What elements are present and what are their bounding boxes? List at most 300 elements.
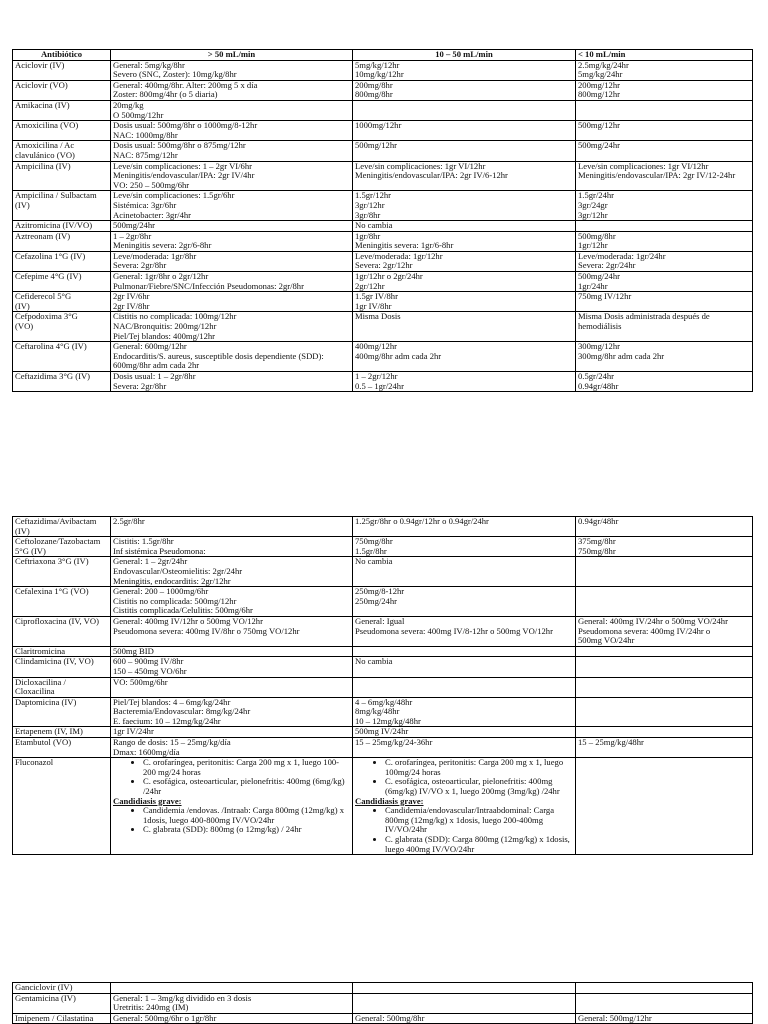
cell-line: Ceftarolina 4°G (IV) [15, 341, 87, 352]
table-row [13, 312, 753, 342]
cell-line: General: 500mg/6hr o 1gr/8hr [113, 1013, 217, 1023]
dose-cell [576, 60, 753, 80]
dose-cell [353, 372, 576, 392]
cell-line: 1.5gr/24hr [578, 190, 615, 201]
cell-line: Ceftazidima 3°G (IV) [15, 371, 91, 381]
cell-line: 800mg/8hr [355, 89, 393, 100]
dose-cell [576, 537, 753, 557]
cell-line: 2gr IV/8hr [113, 300, 150, 311]
dose-cell [576, 616, 753, 646]
dose-cell [111, 727, 353, 738]
cell-line: 1.5gr IV/8hr [355, 291, 398, 302]
dose-cell [111, 191, 353, 221]
cell-line: Leve/moderada: 1gr/8hr [113, 251, 197, 261]
cell-line: Aztreonam (IV) [15, 231, 71, 241]
cell-line: Azitromicina (IV/VO) [15, 220, 93, 231]
dose-cell [111, 342, 353, 372]
cell-line: hemodiálisis [578, 321, 622, 332]
cell-line: Misma Dosis administrada después de [578, 311, 710, 322]
column-header: Antibiótico [13, 50, 111, 61]
dose-cell [353, 537, 576, 557]
cell-line: (IV) [15, 199, 30, 210]
drug-name-cell [13, 161, 111, 191]
drug-name-cell [13, 80, 111, 100]
column-header: 10 – 50 mL/min [353, 50, 576, 61]
dose-cell [576, 657, 753, 677]
cell-line: Meningitis/endovascular/IPA: 2gr IV/12-24hr [578, 170, 736, 181]
dose-cell [353, 141, 576, 161]
cell-line: 1gr/24hr [578, 280, 608, 291]
drug-name-cell [13, 983, 111, 994]
dose-cell [353, 517, 576, 537]
cell-line: 400mg/12hr [355, 341, 398, 352]
table-row [13, 983, 753, 994]
dosing-table-1 [12, 49, 753, 392]
bullet-item: • C. glabrata (SDD): 800mg (o 12mg/kg) / 24hr [143, 825, 350, 835]
cell-line: Pseudomona severa: 400mg IV/8hr o 750mg VO/12hr [113, 625, 300, 636]
table-row [13, 727, 753, 738]
cell-line: 15 – 25mg/kg/48hr [578, 737, 644, 748]
cell-line: No cambia [355, 656, 393, 667]
dose-cell [353, 697, 576, 727]
cell-line: 1gr/12hr o 2gr/24hr [355, 271, 423, 282]
cell-line: 600 – 900mg IV/8hr [113, 656, 184, 667]
cell-line: Amikacina (IV) [15, 100, 70, 110]
dose-cell [576, 587, 753, 617]
drug-name-cell [13, 697, 111, 727]
cell-line: 300mg/8hr adm cada 2hr [578, 350, 665, 361]
dose-cell [111, 100, 353, 120]
cell-line: 5mg/kg/12hr [355, 60, 400, 70]
cell-line: Leve/sin complicaciones: 1.5gr/6hr [113, 190, 235, 201]
cell-line: 5mg/kg/24hr [578, 69, 623, 80]
dose-cell [111, 292, 353, 312]
cell-line: 3gr/12hr [355, 199, 385, 210]
bullet-item: • C. orofaríngea, peritonitis: Carga 200 mg x 1, luego 100-200 mg/24 horas [143, 758, 350, 777]
cell-line: General: 1gr/8hr o 2gr/12hr [113, 271, 209, 282]
cell-line: Severa: 2gr/12hr [355, 260, 413, 271]
dose-cell [576, 100, 753, 120]
cell-line: Sistémica: 3gr/6hr [113, 199, 177, 210]
cell-line: Cefepime 4°G (IV) [15, 271, 82, 282]
dose-cell [576, 697, 753, 727]
cell-line: General: 5mg/kg/8hr [113, 60, 185, 70]
dose-cell [576, 312, 753, 342]
dose-cell [576, 646, 753, 657]
dose-cell [576, 993, 753, 1013]
table-row [13, 646, 753, 657]
drug-name-cell [13, 616, 111, 646]
cell-line: 3gr/12hr [578, 209, 608, 220]
dose-cell [576, 372, 753, 392]
cell-line: 750mg IV/12hr [578, 291, 632, 302]
cell-line: Amoxicilina (VO) [15, 120, 79, 131]
cell-line: Severo (SNC, Zoster): 10mg/kg/8hr [113, 69, 237, 80]
dose-cell [353, 727, 576, 738]
cell-line: 1.5gr/12hr [355, 190, 392, 201]
cell-line: VO: 250 – 500mg/6hr [113, 179, 190, 190]
table-row [13, 738, 753, 758]
cell-line: General: 600mg/12hr [113, 341, 187, 352]
drug-name-cell [13, 727, 111, 738]
cell-line: General: 400mg/8hr. Alter: 200mg 5 x día [113, 80, 258, 90]
table-row [13, 100, 753, 120]
cell-line: Imipenem / Cilastatina [15, 1013, 94, 1023]
dose-cell [576, 191, 753, 221]
dose-cell [576, 758, 753, 855]
dose-cell [111, 1013, 353, 1024]
cell-line: 1 – 2gr/8hr [113, 231, 152, 241]
cell-line: O 500mg/12hr [113, 109, 164, 120]
dose-cell [111, 587, 353, 617]
table-row [13, 161, 753, 191]
cell-line: (IV) [15, 525, 30, 536]
dose-cell [576, 983, 753, 994]
dose-cell [353, 557, 576, 587]
cell-line: No cambia [355, 220, 393, 231]
cell-line: Meningitis severa: 2gr/6-8hr [113, 240, 212, 251]
bullet-list [113, 806, 350, 835]
cell-line: E. faecium: 10 – 12mg/kg/24hr [113, 715, 221, 726]
cell-line: General: 500mg/12hr [578, 1013, 652, 1023]
table-row [13, 537, 753, 557]
drug-name-cell [13, 141, 111, 161]
dose-cell [111, 983, 353, 994]
cell-line: 250mg/24hr [355, 595, 398, 606]
cell-line: Aciclovir (VO) [15, 80, 68, 90]
dose-cell [353, 80, 576, 100]
drug-name-cell [13, 292, 111, 312]
cell-line: General: 400mg IV/24hr o 500mg VO/24hr [578, 616, 728, 626]
dose-cell [353, 677, 576, 697]
bullet-list [113, 758, 350, 796]
cell-line: Cistitis complicada/Celulitis: 500mg/6hr [113, 605, 253, 616]
cell-line: Severa: 2gr/8hr [113, 380, 167, 391]
cell-line: 10mg/kg/12hr [355, 69, 404, 80]
dose-cell [353, 993, 576, 1013]
cell-line: 3gr/24gr [578, 199, 608, 210]
cell-line: 1gr IV/8hr [355, 300, 392, 311]
cell-line: Gentamicina (IV) [15, 993, 76, 1003]
cell-line: 5°G (IV) [15, 545, 46, 556]
cell-line: General: 1 – 3mg/kg dividido en 3 dosis [113, 993, 252, 1003]
dosing-table-3 [12, 982, 753, 1024]
cell-line: 0.5 – 1gr/24hr [355, 380, 404, 391]
cell-line: 500mg/12hr [578, 120, 621, 131]
dose-cell [353, 312, 576, 342]
cell-line: Ciprofloxacina (IV, VO) [15, 616, 99, 626]
table-row [13, 80, 753, 100]
table-row [13, 141, 753, 161]
cell-line: Clindamicina (IV, VO) [15, 656, 94, 667]
dose-cell [111, 557, 353, 587]
cell-line: Uretritis: 240mg (IM) [113, 1002, 189, 1013]
cell-line: Leve/moderada: 1gr/24hr [578, 251, 666, 261]
dose-cell [353, 738, 576, 758]
cell-line: 500mg BID [113, 646, 154, 656]
cell-line: Pseudomona severa: 400mg IV/24hr o [578, 625, 711, 636]
cell-line: General: 500mg/8hr [355, 1013, 425, 1023]
dose-cell [111, 60, 353, 80]
dose-cell [576, 80, 753, 100]
drug-name-cell [13, 372, 111, 392]
dose-cell [576, 161, 753, 191]
drug-name-cell [13, 646, 111, 657]
cell-line: General: 400mg IV/12hr o 500mg VO/12hr [113, 616, 263, 626]
drug-name-cell [13, 60, 111, 80]
drug-name-cell [13, 1013, 111, 1024]
cell-line: NAC/Bronquitis: 200mg/12hr [113, 321, 217, 332]
cell-line: 500mg/8hr [578, 231, 616, 241]
cell-line: Pulmonar/Fiebre/SNC/Infección Pseudomonas: 2gr/8hr [113, 280, 304, 291]
cell-line: 500mg/24hr [578, 271, 621, 282]
cell-line: 500mg IV/24hr [355, 726, 409, 737]
cell-line: Amoxicilina / Ac [15, 140, 75, 151]
drug-name-cell [13, 342, 111, 372]
dose-cell [353, 657, 576, 677]
cell-line: Cistitis no complicada: 100mg/12hr [113, 311, 237, 322]
cell-line: 0.94gr/48hr [578, 516, 619, 526]
table-row [13, 251, 753, 271]
drug-name-cell: Fluconazol [13, 758, 111, 855]
header-row [13, 50, 753, 61]
cell-line: 15 – 25mg/kg/24-36hr [355, 737, 433, 748]
cell-line: 1.25gr/8hr o 0.94gr/12hr o 0.94gr/24hr [355, 516, 489, 526]
cell-line: 500mg VO/24hr [578, 635, 635, 646]
dose-cell [111, 677, 353, 697]
drug-name-cell [13, 557, 111, 587]
cell-line: Bacteremia/Endovascular: 8mg/kg/24hr [113, 706, 251, 717]
table-row [13, 1013, 753, 1024]
table-row [13, 231, 753, 251]
dose-cell [353, 342, 576, 372]
cell-line: 3gr/8hr [355, 209, 381, 220]
cell-line: Cloxacilina [15, 686, 55, 697]
bullet-item: • C. orofaríngea, peritonitis: Carga 200 mg x 1, luego 100mg/24 horas [385, 758, 573, 777]
cell-line: Cistitis: 1.5gr/8hr [113, 536, 174, 547]
cell-line: Inf sistémica Pseudomona: [113, 545, 206, 556]
drug-name-cell [13, 272, 111, 292]
cell-line: General: 1 – 2gr/24hr [113, 556, 188, 567]
cell-line: 150 – 450mg VO/6hr [113, 665, 187, 676]
dose-cell [576, 738, 753, 758]
drug-name-cell [13, 251, 111, 271]
dose-cell [111, 993, 353, 1013]
table-row [13, 292, 753, 312]
cell-line: 250mg/8-12hr [355, 586, 405, 597]
cell-line: Cefalexina 1°G (VO) [15, 586, 89, 597]
dose-cell [353, 221, 576, 232]
dose-cell [111, 312, 353, 342]
cell-line: Cistitis no complicada: 500mg/12hr [113, 595, 237, 606]
drug-name-cell [13, 517, 111, 537]
cell-line: 1 – 2gr/12hr [355, 371, 398, 381]
table-row [13, 677, 753, 697]
dose-cell [111, 161, 353, 191]
table-row [13, 697, 753, 727]
dose-cell [576, 221, 753, 232]
drug-name-cell [13, 537, 111, 557]
cell-line: (VO) [15, 321, 34, 332]
bullet-item: • C. esofágica, osteoarticular, pielonefritis: 400mg (6mg/kg) IV/VO x 1, luego 200mg (3mg/kg) /24hr [385, 777, 573, 796]
dose-cell [111, 616, 353, 646]
dose-cell [111, 251, 353, 271]
dose-cell [576, 141, 753, 161]
cell-line: Aciclovir (IV) [15, 60, 65, 70]
dose-cell [353, 616, 576, 646]
cell-line: Ceftolozane/Tazobactam [15, 536, 101, 547]
dose-cell [353, 100, 576, 120]
cell-line: Acinetobacter: 3gr/4hr [113, 209, 192, 220]
cell-line: 8mg/kg/48hr [355, 706, 400, 717]
cell-line: Meningitis/endovascular/IPA: 2gr IV/4hr [113, 170, 255, 181]
dose-cell [111, 231, 353, 251]
dose-cell [576, 121, 753, 141]
subheading: Candidiasis grave: [355, 795, 424, 806]
cell-line: 2gr/12hr [355, 280, 385, 291]
dose-cell [576, 1013, 753, 1024]
cell-line: General: Igual [355, 616, 405, 626]
cell-line: 600mg/8hr adm cada 2hr [113, 360, 200, 371]
table-row [13, 272, 753, 292]
dose-cell [111, 121, 353, 141]
dose-cell [353, 1013, 576, 1024]
cell-line: NAC: 1000mg/8hr [113, 129, 178, 140]
subheading: Candidiasis grave: [113, 795, 182, 806]
drug-name-cell [13, 221, 111, 232]
cell-line: Severa: 2gr/8hr [113, 260, 167, 271]
dose-cell [353, 60, 576, 80]
table-row [13, 372, 753, 392]
cell-line: 0.5gr/24hr [578, 371, 615, 381]
drug-name-cell [13, 738, 111, 758]
column-header: > 50 mL/min [111, 50, 353, 61]
table-row [13, 121, 753, 141]
drug-name-cell [13, 231, 111, 251]
dose-cell [111, 758, 353, 855]
cell-line: 1000mg/12hr [355, 120, 402, 131]
cell-line: 750mg/8hr [578, 545, 616, 556]
dose-cell [576, 292, 753, 312]
cell-line: 200mg/8hr [355, 80, 393, 90]
cell-line: Pseudomona severa: 400mg IV/8-12hr o 500mg VO/12hr [355, 625, 553, 636]
drug-name-cell [13, 312, 111, 342]
dose-cell [111, 141, 353, 161]
bullet-item: • C. glabrata (SDD): Carga 800mg (12mg/kg) x 1dosis, luego 400mg IV/VO/24hr [385, 835, 573, 854]
cell-line: 1gr/8hr [355, 231, 381, 241]
cell-line: Cefazolina 1°G (IV) [15, 251, 86, 261]
dose-cell [353, 161, 576, 191]
cell-line: clavulánico (VO) [15, 149, 75, 160]
cell-line: Leve/sin complicaciones: 1gr VI/12hr [355, 161, 486, 171]
cell-line: Rango de dosis: 15 – 25mg/kg/día [113, 737, 231, 748]
bullet-list [355, 758, 573, 796]
cell-line: 2gr IV/6hr [113, 291, 150, 302]
drug-name-cell [13, 677, 111, 697]
dose-cell [576, 231, 753, 251]
dose-cell [353, 292, 576, 312]
dose-cell [353, 587, 576, 617]
drug-name-cell [13, 121, 111, 141]
dose-cell [576, 251, 753, 271]
cell-line: VO: 500mg/6hr [113, 677, 168, 687]
table-row [13, 587, 753, 617]
cell-line: Claritromicina [15, 646, 66, 656]
cell-line: Zoster: 800mg/4hr (o 5 diaria) [113, 89, 218, 100]
dose-cell [111, 80, 353, 100]
dose-cell [111, 517, 353, 537]
dose-cell [576, 677, 753, 697]
cell-line: Leve/moderada: 1gr/12hr [355, 251, 443, 261]
table-row [13, 517, 753, 537]
dose-cell [353, 251, 576, 271]
cell-line: Cefpodoxima 3°G [15, 311, 78, 322]
dose-cell [576, 727, 753, 738]
cell-line: 1gr IV/24hr [113, 726, 154, 737]
cell-line: NAC: 875mg/12hr [113, 149, 178, 160]
cell-line: Meningitis severa: 1gr/6-8hr [355, 240, 454, 251]
drug-name-cell [13, 657, 111, 677]
cell-line: Dosis usual: 500mg/8hr o 1000mg/8-12hr [113, 120, 258, 131]
cell-line: Misma Dosis [355, 311, 401, 322]
cell-line: 4 – 6mg/kg/48hr [355, 697, 413, 707]
cell-line: Piel/Tej blandos: 4 – 6mg/kg/24hr [113, 697, 231, 707]
cell-line: 200mg/12hr [578, 80, 621, 90]
cell-line: Ampicilina / Sulbactam [15, 190, 97, 201]
cell-line: Endocarditis/S. aureus, susceptible dosis dependiente (SDD): [113, 350, 324, 361]
cell-line: Ceftriaxona 3°G (IV) [15, 556, 89, 567]
dose-cell [353, 646, 576, 657]
cell-line: Dmax: 1600mg/día [113, 746, 180, 757]
cell-line: Piel/Tej blandos: 400mg/12hr [113, 330, 216, 341]
dose-cell [576, 272, 753, 292]
bullet-item: • C. esofágica, osteoarticular, pielonefritis: 400mg (6mg/kg) /24hr [143, 777, 350, 796]
dose-cell [111, 738, 353, 758]
cell-line: 300mg/12hr [578, 341, 621, 352]
column-header: < 10 mL/min [576, 50, 753, 61]
dose-cell [576, 342, 753, 372]
dose-cell [111, 646, 353, 657]
cell-line: 375mg/8hr [578, 536, 616, 547]
bullet-list [355, 806, 573, 854]
dose-cell [111, 657, 353, 677]
dose-cell [353, 191, 576, 221]
dose-cell [353, 758, 576, 855]
cell-line: 2.5gr/8hr [113, 516, 145, 526]
cell-line: Etambutol (VO) [15, 737, 72, 748]
cell-line: Endovascular/Osteomielitis: 2gr/24hr [113, 565, 243, 576]
table-row [13, 616, 753, 646]
dose-cell [576, 557, 753, 587]
drug-name-cell [13, 191, 111, 221]
cell-line: 0.94gr/48hr [578, 380, 619, 391]
cell-line: 20mg/kg [113, 100, 144, 110]
cell-line: 2.5mg/kg/24hr [578, 60, 629, 70]
dose-cell [111, 537, 353, 557]
dose-cell [353, 272, 576, 292]
cell-line: Leve/sin complicaciones: 1 – 2gr VI/6hr [113, 161, 252, 171]
table-row [13, 221, 753, 232]
table-row [13, 557, 753, 587]
dose-cell [353, 121, 576, 141]
cell-line: Severa: 2gr/24hr [578, 260, 636, 271]
table-row [13, 60, 753, 80]
dose-cell [111, 372, 353, 392]
dose-cell [111, 221, 353, 232]
dosing-table-2 [12, 516, 753, 855]
table-row-fluconazol [13, 758, 753, 855]
cell-line: 500mg/24hr [578, 140, 621, 151]
